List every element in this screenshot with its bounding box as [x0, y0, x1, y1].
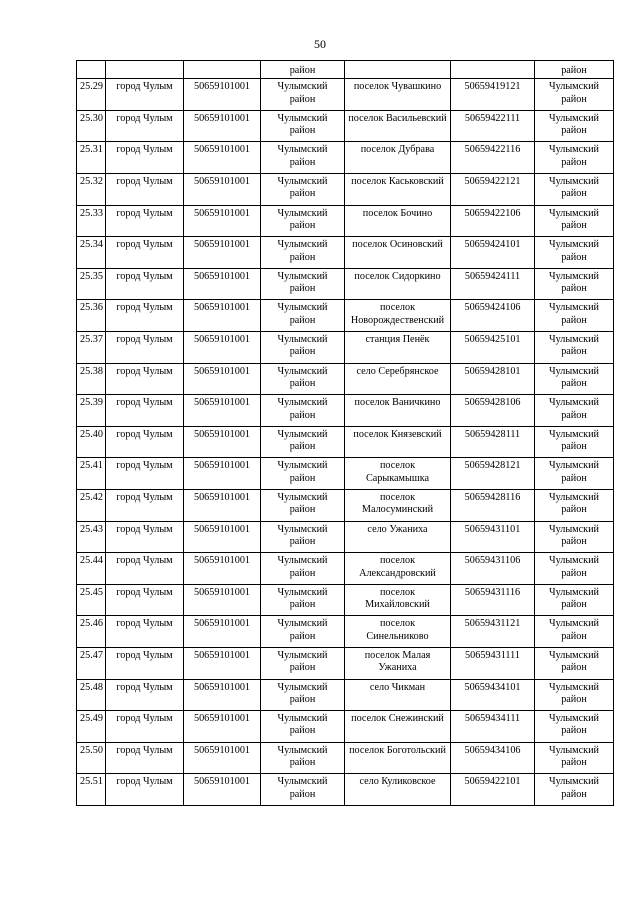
- cell-num: 25.39: [77, 395, 106, 427]
- cell-district: Чулымский район: [261, 458, 345, 490]
- cell-settlement: поселок Чувашкино: [345, 79, 451, 111]
- cell-district: Чулымский район: [261, 268, 345, 300]
- cell-city: город Чулым: [106, 205, 184, 237]
- cell-city: город Чулым: [106, 174, 184, 206]
- cell-district: Чулымский район: [261, 647, 345, 679]
- cell-settlement: поселок Малая Ужаниха: [345, 647, 451, 679]
- cell-num: 25.50: [77, 742, 106, 774]
- cell-city: город Чулым: [106, 142, 184, 174]
- cell-settlement-code: 50659428106: [451, 395, 535, 427]
- cell-settlement-code: 50659422106: [451, 205, 535, 237]
- cell-settlement: поселок Александровский: [345, 553, 451, 585]
- table-row: [77, 300, 614, 332]
- cell-settlement: поселок Бочино: [345, 205, 451, 237]
- cell-num: 25.47: [77, 647, 106, 679]
- cell-city: город Чулым: [106, 426, 184, 458]
- table-row: [77, 142, 614, 174]
- cell-city: город Чулым: [106, 363, 184, 395]
- cell-settlement: село Куликовское: [345, 774, 451, 806]
- cell-district: Чулымский район: [261, 521, 345, 553]
- cell-settlement-code: 50659431111: [451, 647, 535, 679]
- table-row: [77, 711, 614, 743]
- continuation-row: [77, 61, 614, 79]
- cell-settlement: село Ужаниха: [345, 521, 451, 553]
- cell-city-code: 50659101001: [184, 616, 261, 648]
- cell-settlement-district: Чулымский район: [535, 616, 614, 648]
- cell-district: Чулымский район: [261, 332, 345, 364]
- cell-city-code: 50659101001: [184, 142, 261, 174]
- table-row: [77, 490, 614, 522]
- cell-city: город Чулым: [106, 647, 184, 679]
- cell-settlement-district: Чулымский район: [535, 742, 614, 774]
- cell-settlement-district: Чулымский район: [535, 458, 614, 490]
- cell-num: 25.48: [77, 679, 106, 711]
- cell-settlement-district: Чулымский район: [535, 268, 614, 300]
- cell-city: город Чулым: [106, 774, 184, 806]
- table-row: [77, 521, 614, 553]
- cell-num: 25.44: [77, 553, 106, 585]
- table-row: [77, 458, 614, 490]
- cell-settlement: поселок Васильевский: [345, 110, 451, 142]
- cell-district: Чулымский район: [261, 584, 345, 616]
- table-row: [77, 584, 614, 616]
- cell-num: 25.36: [77, 300, 106, 332]
- cell-city-code: 50659101001: [184, 268, 261, 300]
- table-row: [77, 363, 614, 395]
- cell-district: Чулымский район: [261, 300, 345, 332]
- table-row: [77, 79, 614, 111]
- cell-city: город Чулым: [106, 237, 184, 269]
- cell-city: город Чулым: [106, 521, 184, 553]
- cell-settlement-code: 50659431121: [451, 616, 535, 648]
- cell-settlement-district: Чулымский район: [535, 79, 614, 111]
- cell-settlement-district: Чулымский район: [535, 142, 614, 174]
- cell-district: Чулымский район: [261, 237, 345, 269]
- cell-settlement: поселок Осиновский: [345, 237, 451, 269]
- table-row: [77, 174, 614, 206]
- cell-num: 25.46: [77, 616, 106, 648]
- table-row: [77, 774, 614, 806]
- cell-settlement-district: Чулымский район: [535, 332, 614, 364]
- cell-city-code: 50659101001: [184, 363, 261, 395]
- cell-city: город Чулым: [106, 79, 184, 111]
- cell-city-code: 50659101001: [184, 110, 261, 142]
- cell-settlement-district: Чулымский район: [535, 553, 614, 585]
- cell-num: 25.42: [77, 490, 106, 522]
- cell-settlement: поселок Боготольский: [345, 742, 451, 774]
- cell-settlement-district: Чулымский район: [535, 521, 614, 553]
- cell-settlement-code: 50659434106: [451, 742, 535, 774]
- cell-num: 25.34: [77, 237, 106, 269]
- cell-city: город Чулым: [106, 616, 184, 648]
- cell-settlement: поселок Малосуминский: [345, 490, 451, 522]
- cell-num: [77, 61, 106, 79]
- cell-city-code: 50659101001: [184, 205, 261, 237]
- table-row: [77, 426, 614, 458]
- cell-city-code: 50659101001: [184, 647, 261, 679]
- cell-city-code: 50659101001: [184, 584, 261, 616]
- cell-settlement-district: Чулымский район: [535, 363, 614, 395]
- cell-city: город Чулым: [106, 110, 184, 142]
- cell-district: Чулымский район: [261, 774, 345, 806]
- cell-city-code: 50659101001: [184, 237, 261, 269]
- cell-settlement-district: Чулымский район: [535, 110, 614, 142]
- cell-settlement-district: Чулымский район: [535, 237, 614, 269]
- cell-settlement-code: 50659422111: [451, 110, 535, 142]
- cell-city-code: 50659101001: [184, 490, 261, 522]
- cell-settlement-code: 50659434101: [451, 679, 535, 711]
- table-row: [77, 647, 614, 679]
- cell-district: Чулымский район: [261, 679, 345, 711]
- cell-settlement-district: Чулымский район: [535, 395, 614, 427]
- cell-district: Чулымский район: [261, 553, 345, 585]
- cell-settlement-district: район: [535, 61, 614, 79]
- cell-district: Чулымский район: [261, 142, 345, 174]
- table-row: [77, 268, 614, 300]
- cell-settlement-district: Чулымский район: [535, 679, 614, 711]
- cell-num: 25.31: [77, 142, 106, 174]
- cell-settlement-district: Чулымский район: [535, 490, 614, 522]
- cell-num: 25.33: [77, 205, 106, 237]
- cell-city: город Чулым: [106, 679, 184, 711]
- table-row: [77, 110, 614, 142]
- cell-settlement: поселок Князевский: [345, 426, 451, 458]
- cell-settlement: станция Пенёк: [345, 332, 451, 364]
- cell-settlement-code: 50659431116: [451, 584, 535, 616]
- cell-city-code: 50659101001: [184, 395, 261, 427]
- cell-settlement-district: Чулымский район: [535, 426, 614, 458]
- cell-city: город Чулым: [106, 300, 184, 332]
- cell-city: город Чулым: [106, 332, 184, 364]
- table-row: [77, 616, 614, 648]
- cell-settlement: поселок Сидоркино: [345, 268, 451, 300]
- cell-city: город Чулым: [106, 268, 184, 300]
- cell-district: Чулымский район: [261, 174, 345, 206]
- cell-settlement: поселок Дубрава: [345, 142, 451, 174]
- cell-district: Чулымский район: [261, 742, 345, 774]
- cell-city-code: 50659101001: [184, 174, 261, 206]
- table-row: [77, 205, 614, 237]
- cell-district: Чулымский район: [261, 490, 345, 522]
- cell-city: город Чулым: [106, 742, 184, 774]
- cell-city-code: 50659101001: [184, 426, 261, 458]
- cell-settlement: село Чикман: [345, 679, 451, 711]
- cell-settlement-code: [451, 61, 535, 79]
- cell-city-code: 50659101001: [184, 79, 261, 111]
- cell-city-code: 50659101001: [184, 742, 261, 774]
- cell-settlement: село Серебрянское: [345, 363, 451, 395]
- cell-city-code: 50659101001: [184, 774, 261, 806]
- cell-settlement: поселок Каськовский: [345, 174, 451, 206]
- cell-city-code: [184, 61, 261, 79]
- cell-city: город Чулым: [106, 395, 184, 427]
- cell-num: 25.40: [77, 426, 106, 458]
- cell-num: 25.49: [77, 711, 106, 743]
- cell-settlement-district: Чулымский район: [535, 647, 614, 679]
- cell-num: 25.29: [77, 79, 106, 111]
- table-row: [77, 742, 614, 774]
- cell-district: Чулымский район: [261, 616, 345, 648]
- cell-settlement-district: Чулымский район: [535, 205, 614, 237]
- cell-settlement-code: 50659425101: [451, 332, 535, 364]
- cell-num: 25.37: [77, 332, 106, 364]
- cell-city: город Чулым: [106, 711, 184, 743]
- cell-settlement-code: 50659428121: [451, 458, 535, 490]
- cell-settlement-code: 50659428101: [451, 363, 535, 395]
- cell-city-code: 50659101001: [184, 332, 261, 364]
- cell-settlement-district: Чулымский район: [535, 711, 614, 743]
- cell-num: 25.30: [77, 110, 106, 142]
- cell-num: 25.41: [77, 458, 106, 490]
- table-row: [77, 237, 614, 269]
- table-row: [77, 679, 614, 711]
- cell-settlement-code: 50659422101: [451, 774, 535, 806]
- cell-district: Чулымский район: [261, 110, 345, 142]
- cell-num: 25.35: [77, 268, 106, 300]
- cell-district: район: [261, 61, 345, 79]
- cell-num: 25.45: [77, 584, 106, 616]
- cell-settlement-code: 50659424106: [451, 300, 535, 332]
- cell-district: Чулымский район: [261, 363, 345, 395]
- cell-num: 25.38: [77, 363, 106, 395]
- cell-city-code: 50659101001: [184, 521, 261, 553]
- cell-settlement-code: 50659424101: [451, 237, 535, 269]
- table-row: [77, 553, 614, 585]
- cell-settlement-code: 50659422121: [451, 174, 535, 206]
- settlement-registry-table: [76, 60, 614, 806]
- cell-settlement-code: 50659431101: [451, 521, 535, 553]
- cell-settlement-district: Чулымский район: [535, 584, 614, 616]
- cell-district: Чулымский район: [261, 205, 345, 237]
- cell-city-code: 50659101001: [184, 679, 261, 711]
- cell-city-code: 50659101001: [184, 300, 261, 332]
- cell-settlement: поселок Синельниково: [345, 616, 451, 648]
- cell-district: Чулымский район: [261, 395, 345, 427]
- cell-district: Чулымский район: [261, 711, 345, 743]
- cell-city: город Чулым: [106, 490, 184, 522]
- cell-district: Чулымский район: [261, 79, 345, 111]
- cell-settlement: поселок Снежинский: [345, 711, 451, 743]
- cell-settlement: [345, 61, 451, 79]
- cell-district: Чулымский район: [261, 426, 345, 458]
- cell-settlement-code: 50659422116: [451, 142, 535, 174]
- cell-settlement-district: Чулымский район: [535, 300, 614, 332]
- cell-settlement-code: 50659428116: [451, 490, 535, 522]
- cell-settlement: поселок Новорождественский: [345, 300, 451, 332]
- page-number: 50: [314, 37, 326, 51]
- cell-city-code: 50659101001: [184, 458, 261, 490]
- cell-settlement: поселок Ваничкино: [345, 395, 451, 427]
- cell-city: город Чулым: [106, 553, 184, 585]
- cell-city: [106, 61, 184, 79]
- cell-settlement-code: 50659424111: [451, 268, 535, 300]
- cell-num: 25.43: [77, 521, 106, 553]
- cell-num: 25.32: [77, 174, 106, 206]
- cell-settlement-district: Чулымский район: [535, 774, 614, 806]
- cell-settlement-district: Чулымский район: [535, 174, 614, 206]
- cell-city-code: 50659101001: [184, 711, 261, 743]
- cell-settlement: поселок Михайловский: [345, 584, 451, 616]
- cell-city-code: 50659101001: [184, 553, 261, 585]
- cell-settlement-code: 50659431106: [451, 553, 535, 585]
- cell-num: 25.51: [77, 774, 106, 806]
- cell-city: город Чулым: [106, 584, 184, 616]
- cell-settlement-code: 50659434111: [451, 711, 535, 743]
- table-row: [77, 332, 614, 364]
- cell-settlement: поселок Сарыкамышка: [345, 458, 451, 490]
- table-row: [77, 395, 614, 427]
- cell-settlement-code: 50659419121: [451, 79, 535, 111]
- cell-settlement-code: 50659428111: [451, 426, 535, 458]
- cell-city: город Чулым: [106, 458, 184, 490]
